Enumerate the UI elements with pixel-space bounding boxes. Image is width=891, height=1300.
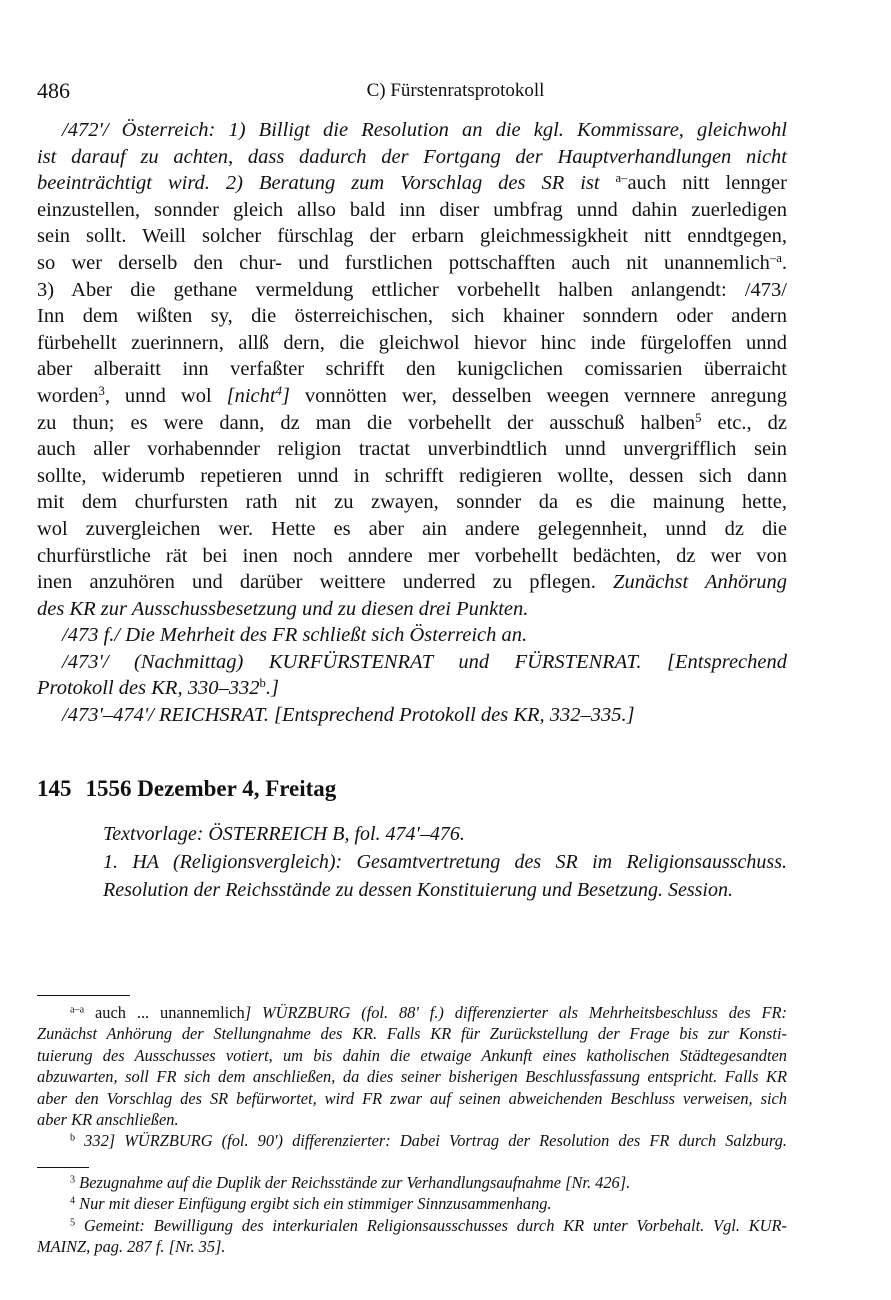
text-line <box>37 1088 787 1109</box>
text-segment: tuierung des Ausschusses votiert, um bis dahin die etwaige Ankunft eines katholischen Städtegesandten <box>37 1045 787 1065</box>
text-line <box>103 820 787 848</box>
text-segment: mit dem churfursten rath nit zu zwayen, sonnder da es die mainung hette, <box>37 491 787 514</box>
text-line <box>37 144 787 171</box>
text-line <box>37 1193 787 1214</box>
footnotes <box>37 1172 787 1258</box>
footnote-marker: 4 <box>70 1195 76 1207</box>
text-segment: /473 f./ Die Mehrheit des FR schließt sich Österreich an. <box>62 624 528 647</box>
text-segment: inen anzuhören und darüber weittere underred zu pflegen. <box>37 571 614 594</box>
text-line <box>37 436 787 463</box>
footnote-marker: 5 <box>695 410 702 425</box>
text-segment: des KR zur Ausschussbesetzung und zu diesen drei Punkten. <box>37 597 529 620</box>
text-line <box>37 516 787 543</box>
text-segment: wol zuvergleichen wer. Hette es aber ain andere gelegennheit, unnd dz die <box>37 517 787 540</box>
text-line <box>37 197 787 224</box>
text-line <box>37 410 787 437</box>
text-segment: Zunächst Anhörung <box>613 571 788 594</box>
text-line <box>37 569 787 596</box>
footnote-marker: a– <box>615 171 628 186</box>
text-line <box>37 1109 787 1130</box>
section-number: 145 <box>37 776 72 801</box>
text-line <box>37 383 787 410</box>
text-segment: . <box>781 251 787 274</box>
footnote-marker: a–a <box>70 1004 85 1016</box>
text-line <box>37 117 787 144</box>
text-line <box>37 649 787 676</box>
text-line <box>37 1066 787 1087</box>
text-line <box>37 330 787 357</box>
text-segment: aber den Vorschlag des SR befürwortet, wird FR zwar auf seinen abweichenden Beschluss verweisen, sich <box>37 1088 787 1108</box>
text-segment: ] WÜRZBURG (fol. 88' f.) differenzierter als Mehrheitsbeschluss des FR: <box>244 1003 787 1022</box>
text-line <box>37 356 787 383</box>
text-segment: churfürstliche rät bei inen noch anndere mer vorbehellt bedächten, dz wer von <box>37 544 787 567</box>
footnote-marker: 5 <box>70 1217 76 1229</box>
text-line <box>37 250 787 277</box>
source-note <box>103 820 787 904</box>
text-segment: /473'–474'/ REICHSRAT. [Entsprechend Protokoll des KR, 332–335.] <box>62 704 635 727</box>
section-heading <box>37 776 350 802</box>
text-line <box>37 277 787 304</box>
page-number: 486 <box>37 78 70 103</box>
text-segment: 1. HA (Religionsvergleich): Gesamtvertretung des SR im Religionsausschuss. <box>103 851 787 873</box>
text-segment: aber alberaitt inn verfaßter schrifft den kunigclichen comissarien überraicht <box>37 358 787 381</box>
text-segment: Zunächst Anhörung der Stellungnahme des KR. Falls KR für Zurückstellung der Frage bis zur Konsti- <box>37 1024 787 1044</box>
text-line <box>37 170 787 197</box>
text-segment: etc., dz <box>701 411 787 434</box>
text-segment: Gemeint: Bewilligung des interkurialen Religionsausschusses durch KR unter Vorbehalt. Vgl. KUR- <box>75 1215 787 1235</box>
text-segment: Protokoll des KR, 330–332 <box>37 677 260 700</box>
text-segment: sollte, widerumb repetieren unnd in schrifft redigieren wollte, dessen sich dann <box>37 464 787 487</box>
text-segment: abzuwarten, soll FR sich dem anschließen, da dies seiner bisherigen Beschlussfassung entspricht. Falls KR <box>37 1067 787 1087</box>
running-title: C) Fürstenratsprotokoll <box>366 80 545 101</box>
text-segment: aber KR anschließen. <box>37 1109 179 1129</box>
section-title: 1556 Dezember 4, Freitag <box>85 776 337 801</box>
text-segment: 3) Aber die gethane vermeldung ettlicher vorbehellt halben anlangendt: /473/ <box>37 278 787 301</box>
footnote-divider <box>37 1167 89 1168</box>
text-segment: vonnötten wer, desselben weegen vernnere anregung <box>289 384 787 407</box>
footnote-marker: 3 <box>70 1174 76 1186</box>
text-segment: 332] WÜRZBURG (fol. 90') differenzierter: Dabei Vortrag der Resolution des FR durch Salzburg. <box>75 1131 787 1151</box>
text-segment: MAINZ, pag. 287 f. [Nr. 35]. <box>37 1237 226 1257</box>
text-line <box>37 1045 787 1066</box>
text-line <box>37 223 787 250</box>
text-segment: auch aller vorhabennder religion tractat unverbindtlich unnd unvergrifflich sein <box>37 438 787 461</box>
footnote-marker: 3 <box>98 383 105 398</box>
text-line <box>37 1172 787 1193</box>
text-line <box>37 463 787 490</box>
text-segment: Textvorlage: ÖSTERREICH B, fol. 474'–476. <box>103 823 465 845</box>
text-segment: Inn dem wißten sy, die österreichischen, sich khainer sonndern oder andern <box>37 305 787 328</box>
text-line <box>37 1236 787 1257</box>
text-segment: ] <box>281 384 290 407</box>
text-segment: auch nitt lennger <box>627 172 787 195</box>
text-line <box>37 1002 787 1023</box>
footnote-marker: –a <box>769 250 782 265</box>
text-segment: /473'/ (Nachmittag) KURFÜRSTENRAT und FÜRSTENRAT. [Entsprechend <box>62 650 787 673</box>
text-line <box>37 303 787 330</box>
text-line <box>37 489 787 516</box>
text-segment: , unnd wol <box>104 384 227 407</box>
text-segment: .] <box>265 677 279 700</box>
text-segment: Bezugnahme auf die Duplik der Reichsstände zur Verhandlungsaufnahme [Nr. 426]. <box>75 1173 631 1192</box>
text-segment: worden <box>37 384 99 407</box>
text-segment: Nur mit dieser Einfügung ergibt sich ein stimmiger Sinnzusammenhang. <box>75 1194 552 1214</box>
text-segment: so wer derselb den chur- und furstlichen pottschafften auch nit unannemlich <box>37 251 770 274</box>
apparatus-divider <box>37 995 130 996</box>
main-text <box>37 117 787 729</box>
text-segment: beeinträchtigt wird. 2) Beratung zum Vorschlag des SR ist <box>37 172 616 195</box>
footnote-marker: 4 <box>275 383 282 398</box>
text-line <box>37 702 787 729</box>
text-apparatus <box>37 1002 787 1152</box>
text-segment: fürbehellt zuerinnern, allß dern, die gleichwol hievor hinc inde fürgeloffen unnd <box>37 331 787 354</box>
text-segment: /472'/ Österreich: 1) Billigt die Resolution an die kgl. Kommissare, gleichwohl <box>62 119 787 141</box>
text-segment: auch ... unannemlich <box>84 1003 245 1022</box>
text-segment: sein sollt. Weill solcher fürschlag der erbarn gleichmessigkheit nitt enndtgegen, <box>37 225 787 248</box>
text-line <box>37 675 787 702</box>
text-segment: einzustellen, sonnder gleich allso bald inn diser umbfrag unnd dahin zuerledigen <box>37 198 787 221</box>
text-line <box>37 543 787 570</box>
text-line <box>103 848 787 876</box>
text-segment: zu thun; es were dann, dz man die vorbehellt der ausschuß halben <box>37 411 696 434</box>
text-line <box>37 1215 787 1236</box>
text-line <box>37 1023 787 1044</box>
text-segment: [nicht <box>226 384 276 407</box>
text-line <box>37 596 787 623</box>
text-line <box>103 876 787 904</box>
text-line <box>37 1130 787 1151</box>
text-line <box>37 622 787 649</box>
footnote-marker: b <box>70 1132 76 1144</box>
text-segment: Resolution der Reichsstände zu dessen Konstituierung und Besetzung. Session. <box>103 879 733 901</box>
text-segment: ist darauf zu achten, dass dadurch der Fortgang der Hauptverhandlungen nicht <box>37 145 787 168</box>
footnote-marker: b <box>259 676 266 691</box>
